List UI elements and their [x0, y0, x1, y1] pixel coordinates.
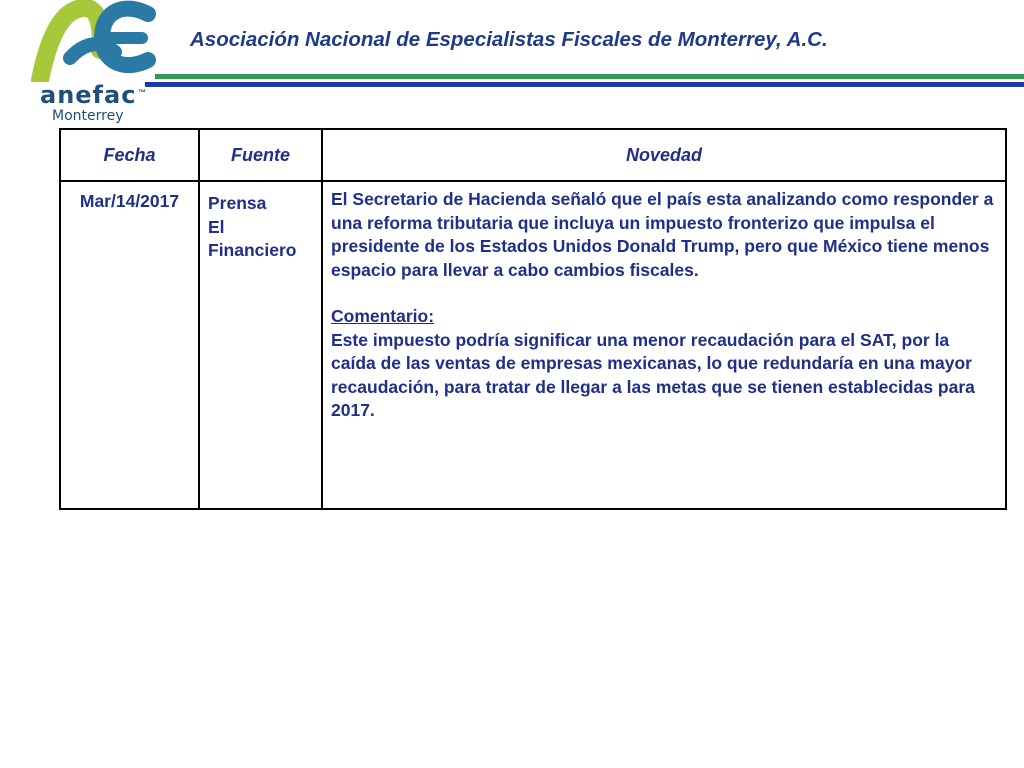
page-title: Asociación Nacional de Especialistas Fiscales de Monterrey, A.C. [190, 28, 828, 51]
cell-novedad [322, 181, 1006, 509]
news-table [59, 128, 1007, 510]
anefac-logo-mark-icon [30, 0, 160, 82]
table-row [60, 181, 1006, 509]
column-header-fuente: Fuente [199, 129, 322, 181]
novedad-text: El Secretario de Hacienda señaló que el país esta analizando como responder a una reforma tributaria que incluya un impuesto fronterizo que impulsa el presidente de los Estados Unidos Donald Trump, pero que México tiene menos espacio para llevar a cabo cambios fiscales. [331, 189, 994, 280]
table-header-row [60, 129, 1006, 181]
header-blue-rule [145, 82, 1024, 87]
comentario-text: Este impuesto podría significar una menor recaudación para el SAT, por la caída de las ventas de empresas mexicanas, lo que redundaría en una mayor recaudación, para tratar de llegar a las metas que se tienen establecidas para 2017. [331, 329, 975, 420]
header-green-rule [155, 74, 1024, 79]
cell-fuente [199, 181, 322, 509]
comentario-label: Comentario: [331, 306, 435, 326]
fuente-line: Financiero [208, 240, 297, 260]
fuente-line: El [208, 216, 225, 237]
logo-trademark: ™ [138, 88, 146, 97]
column-header-novedad: Novedad [322, 129, 1006, 181]
anefac-logo [30, 0, 160, 128]
column-header-fecha: Fecha [60, 129, 199, 181]
cell-fecha: Mar/14/2017 [60, 181, 199, 509]
logo-wordmark: anefac [40, 81, 137, 109]
logo-city: Monterrey [52, 108, 124, 124]
fuente-line: Prensa [208, 193, 267, 213]
